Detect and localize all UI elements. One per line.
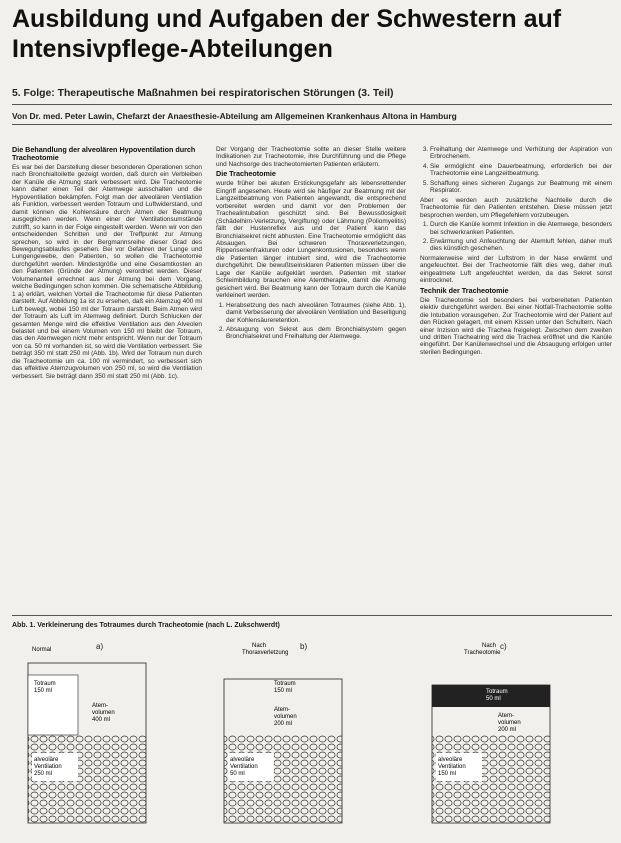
body-paragraph: wurde früher bei akuten Erstickungsgefahr als lebensrettender Eingriff angesehen. Heute wird sie häufiger zur Beatmung mit der Langzeitbeatmung von Patienten angewandt, die entsprechend vorbereitet werden und damit vor den Problemen der Trachealintubation geschützt sind. Bei Bewusstlosigkeit (Schädelhirn-Verletzung, Vergiftung) oder Lähmung (Poliomyelitis) fällt der Hustenreflex aus und der Patient kann das Bronchialsekret nicht abhusten. Eine Tracheotomie ermöglicht das Absaugen. Bei schweren Thoraxverletzungen, Rippenserienfrakturen oder Lungenkontusionen, besonders wenn die Patienten länger intubiert sind, wird die Tracheotomie durchgeführt. Die bewußtseinsklaren Patienten müssen über die Lage der Kanüle aufgeklärt werden. Patienten mit starker Schleimbildung brauchen eine Atemtherapie, damit die Atmung gesichert wird. Bei Beatmung kann der Totraum durch die Kanüle verkleinert werden. [216,180,406,300]
article-subtitle: 5. Folge: Therapeutische Maßnahmen bei respiratorischen Störungen (3. Teil) [12,88,394,99]
divider [12,615,612,616]
panel-b [224,643,342,823]
divider [12,104,612,105]
alveolar-ventilation-label: alveoläre [34,757,59,763]
tidal-volume-label: volumen [92,710,115,716]
list-item: 1. Herabsetzung des nach alveolären Totraumes (siehe Abb. 1), damit Verbesserung der alveolären Ventilation und Beseitigung der Kohlensäureretention. [226,302,406,324]
panel-c-top-label: Nach [482,643,497,649]
panel-letter-b: b) [300,642,308,651]
alveolar-ventilation-label: alveoläre [438,757,463,763]
body-paragraph: Aber es werden auch zusätzliche Nachteile durch die Tracheotomie für den Patienten entstehen. Diese müssen jetzt besprochen werden, um Pflegefehlern vorzubeugen. [420,196,612,219]
dead-space-label: Totraum [486,689,508,695]
section-heading: Die Behandlung der alveolären Hypoventilation durch Tracheotomie [12,145,196,162]
dead-space-figure [12,643,612,835]
divider [12,124,612,125]
dead-space-value: 150 ml [274,688,293,694]
panel-b-top-label: Thoraxverletzung [242,650,289,656]
text-column-2 [216,146,406,343]
text-column-1 [12,146,202,382]
panel-a [28,647,146,823]
panel-c [432,643,550,823]
body-paragraph: Der Vorgang der Tracheotomie sollte an dieser Stelle weitere Indikationen zur Tracheotomie, ihre Durchführung und die Pflege und Nachsorge des tracheotomierten Patienten erläutern. [216,146,406,168]
panel-letter-c: c) [500,642,507,651]
alveolar-ventilation-value: 50 ml [230,771,245,777]
panel-a-top-label: Normal [32,647,52,653]
numbered-list [420,146,612,195]
list-item: 2. Erwärmung und Anfeuchtung der Atemluft fehlen, daher muß dies künstlich geschehen. [430,238,612,253]
alveolar-ventilation-label: Ventilation [230,764,258,770]
tidal-volume-label: Atem- [92,703,109,709]
numbered-list [420,221,612,253]
list-item: 5. Schaffung eines sicheren Zugangs zur Beatmung mit einem Respirator. [430,180,612,195]
dead-space-value: 50 ml [486,696,501,702]
list-item: 2. Absaugung von Sekret aus dem Bronchialsystem gegen Bronchialsekret und Freihaltung der Atemwege. [226,326,406,341]
alveolar-ventilation-label: Ventilation [438,764,466,770]
figure-caption: Abb. 1. Verkleinerung des Totraumes durch Tracheotomie (nach L. Zukschwerdt) [12,622,280,629]
text-column-3 [420,146,612,358]
body-paragraph: Die Tracheotomie soll besonders bei vorbereiteten Patienten elektiv durchgeführt werden. Bei einer Notfall-Tracheotomie sollte die Intubation vorausgehen. Zur Tracheotomie wird der Patient auf den Rücken gelagert, mit einem Kissen unter den Schultern. Nach einer Inzision wird die Trachea freigelegt. Zwischen dem zweiten und dritten Trachealring wird die Trachea eröffnet und die Kanüle eingeführt. Der Kanülenwechsel und die Absaugung erfolgen unter sterilen Bedingungen. [420,296,612,356]
tidal-volume-label: volumen [274,714,297,720]
article-title: Ausbildung und Aufgaben der Schwestern auf Intensivpflege-Abteilungen [12,5,562,63]
author-byline: Von Dr. med. Peter Lawin, Chefarzt der Anaesthesie-Abteilung am Allgemeinen Krankenhaus Altona in Hamburg [12,111,457,121]
section-heading: Die Tracheotomie [216,169,276,179]
panel-b-top-label: Nach [252,643,267,649]
tidal-volume-label: Atem- [498,713,515,719]
list-item: 1. Durch die Kanüle kommt Infektion in die Atemwege, besonders bei schwerkranken Patienten. [430,221,612,236]
list-item: 4. Sie ermöglicht eine Dauerbeatmung, erforderlich bei der Tracheotomie eine Langzeitbeatmung. [430,163,612,178]
dead-space-label: Totraum [274,681,296,687]
tidal-volume-value: 200 ml [498,727,517,733]
section-heading: Technik der Tracheotomie [420,285,509,295]
tidal-volume-value: 200 ml [274,721,293,727]
tidal-volume-value: 400 ml [92,717,111,723]
alveolar-ventilation-label: Ventilation [34,764,62,770]
body-paragraph: Normalerweise wird der Luftstrom in der Nase erwärmt und angefeuchtet. Bei der Tracheotomie fällt dies weg, daher muß eingeatmete Luft angefeuchtet werden, da das Sekret sonst eintrocknet. [420,254,612,285]
alveolar-ventilation-value: 250 ml [34,771,53,777]
panel-letter-a: a) [96,642,104,651]
panel-c-top-label: Tracheotomie [464,650,501,656]
alveolar-ventilation-label: alveoläre [230,757,255,763]
list-item: 3. Freihaltung der Atemwege und Verhütung der Aspiration von Erbrochenem. [430,146,612,161]
dead-space-label: Totraum [34,681,56,687]
body-paragraph: Es war bei der Darstellung dieser besonderen Operationen schon nach Bronchialtoilette gezeigt worden, daß durch ein Verbleiben der Kanüle die Atmung stark verbessert wird. Die Tracheotomie kann daher einen Teil der Atemwege ausschalten und die Hypoventilation bekämpfen. Folgt man der alveolären Ventilation als Funktion, verbessert werden Totraum und Luftwiderstand, und damit können die Kohlensäure durch Atmen der Beatmung ausgeglichen werden. Wenn einer der Ventilationsumstände zutrifft, so kann in der Folge eingestellt werden. Wenn wir von den entscheidenden Schritten und der Treffpunkt zur Atmung sprechen, so wird in der Bergmannsreihe dieser Grad des Bewegungsablaufes gesehen. Bei vor Gefahren der Lunge und Lungengewebe, den Patienten, so wollen die Tracheotomie durchgeführt werden. Mindestgröße und eine Gesamtkosten an den Patienten (Gründe der Atmung) verordnet werden. Dieser Volumenanteil errechnet aus der Atmung bei dem Vorgang, welche Bedingungen schon kommen. Die schematische Abbildung 1 a) erklärt, welchen Vorteil die Tracheotomie für diese Patienten darstellt. Auf Abbildung 1a ist zu ersehen, daß ein Atemzug 400 ml Luft bewegt, wobei 150 ml der Totraum darstellt. Beim Atmen wird der Totraum als Luft im Atemweg definiert. Durch Schlucken der gesamten Menge wird die effektive Ventilation aus den Alveolen belastet und bei einem Volumen von 150 ml bleibt der Totraum, das den Atemwegen nicht mehr entspricht. Wenn nur der Totraum von ca. 50 ml vorhanden ist, so wird die Ventilation verbessert. Sie beträgt 350 ml statt 250 ml (Abb. 1b). Wird der Totraum nun durch die Tracheotomie um ca. 100 ml vermindert, so verbessert sich das effektive Atemzugvolumen von 250 ml, so wird die Ventilation verbessert. Sie beträgt dann 350 ml statt 250 ml (Abb. 1c). [12,164,202,380]
numbered-list [216,302,406,341]
figure-svg [12,643,612,835]
alveolar-ventilation-value: 150 ml [438,771,457,777]
dead-space-value: 150 ml [34,688,53,694]
tidal-volume-label: Atem- [274,707,291,713]
tidal-volume-label: volumen [498,720,521,726]
